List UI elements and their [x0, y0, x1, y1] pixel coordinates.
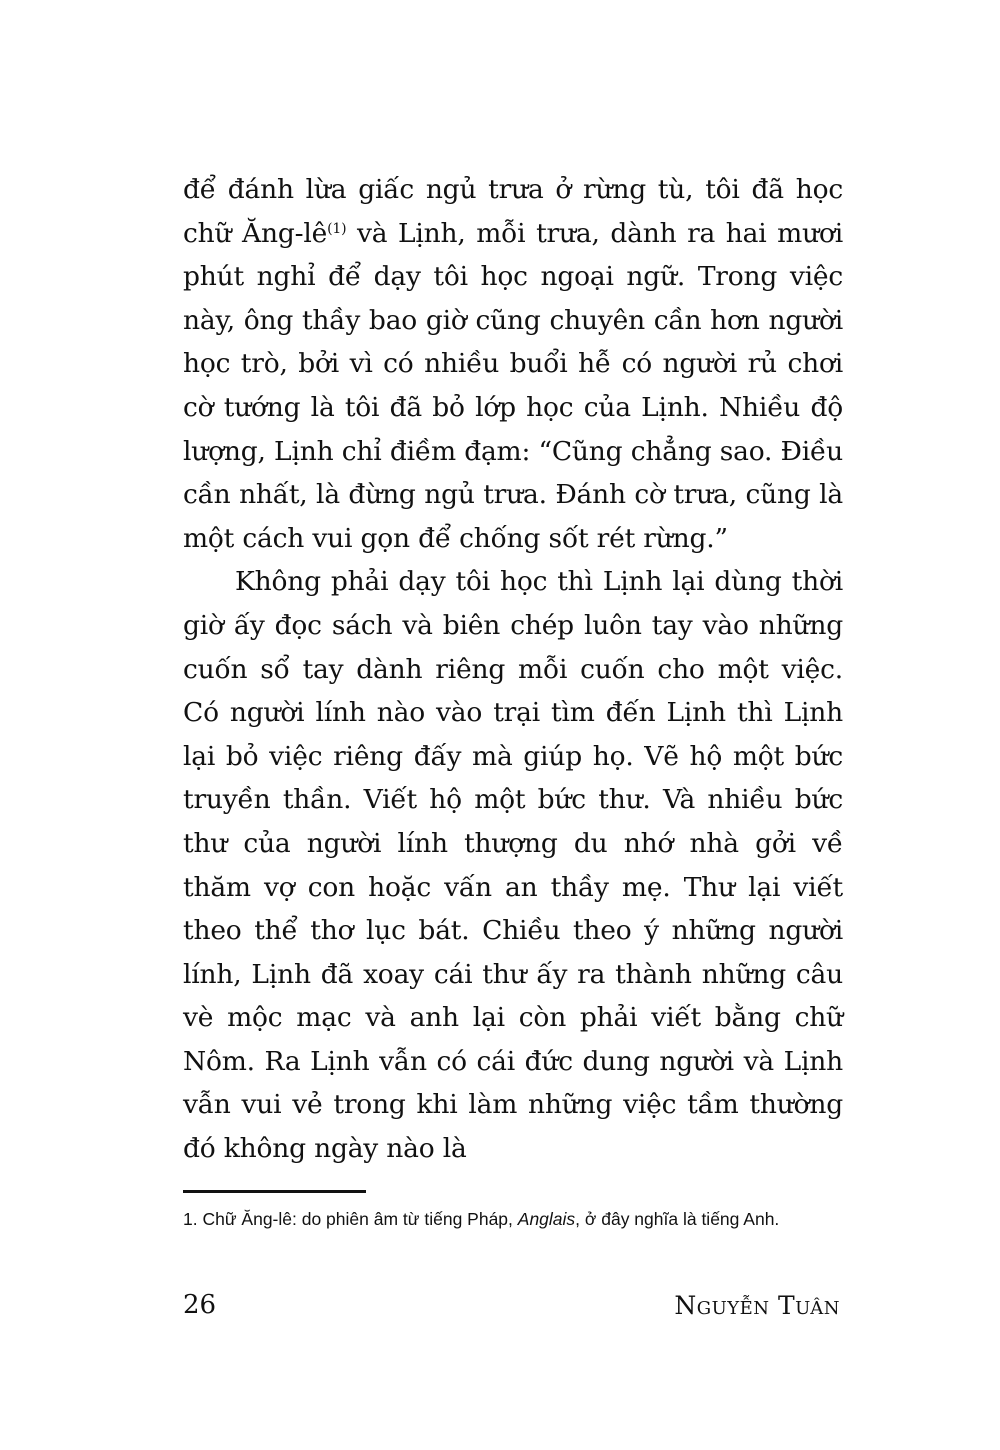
footnote-divider	[183, 1190, 366, 1193]
paragraph: Không phải dạy tôi học thì Lịnh lại dùng thời giờ ấy đọc sách và biên chép luôn tay vào những cuốn sổ tay dành riêng mỗi cuốn cho một việc. Có người lính nào vào trại tìm đến Lịnh thì Lịnh lại bỏ việc riêng đấy mà giúp họ. Vẽ hộ một bức truyền thần. Viết hộ một bức thư. Và nhiều bức thư của người lính thượng du nhớ nhà gởi về thăm vợ con hoặc vấn an thầy mẹ. Thư lại viết theo thể thơ lục bát. Chiều theo ý những người lính, Lịnh đã xoay cái thư ấy ra thành những câu vè mộc mạc và anh lại còn phải viết bằng chữ Nôm. Ra Lịnh vẫn có cái đức dung người và Lịnh vẫn vui vẻ trong khi làm những việc tầm thường đó không ngày nào là	[183, 566, 843, 1165]
page-number: 26	[183, 1290, 217, 1320]
footnote-text: Chữ Ăng-lê: do phiên âm từ tiếng Pháp,	[197, 1209, 518, 1229]
footnote-text: , ở đây nghĩa là tiếng Anh.	[575, 1209, 780, 1229]
footnote-number: 1.	[183, 1209, 198, 1229]
footnote	[183, 1206, 843, 1233]
paragraph-text: và Lịnh, mỗi trưa, dành ra hai mươi phút nghỉ để dạy tôi học ngoại ngữ. Trong việc này, ông thầy bao giờ cũng chuyên cần hơn người học trò, bởi vì có nhiều buổi hễ có người rủ chơi cờ tướng là tôi đã bỏ lớp học của Lịnh. Nhiều độ lượng, Lịnh chỉ điềm đạm: “Cũng chẳng sao. Điều cần nhất, là đừng ngủ trưa. Đánh cờ trưa, cũng là một cách vui gọn để chống sốt rét rừng.”	[183, 217, 843, 554]
footnote-marker: (1)	[327, 220, 347, 237]
paragraph-text: để đánh lừa giấc ngủ trưa ở rừng tù, tôi đã học chữ Ăng-lê	[183, 174, 843, 249]
paragraph	[183, 168, 843, 560]
running-head-author: Nguyễn Tuân	[674, 1291, 840, 1320]
main-text	[183, 168, 843, 1171]
footnote-term: Anglais	[517, 1209, 576, 1229]
